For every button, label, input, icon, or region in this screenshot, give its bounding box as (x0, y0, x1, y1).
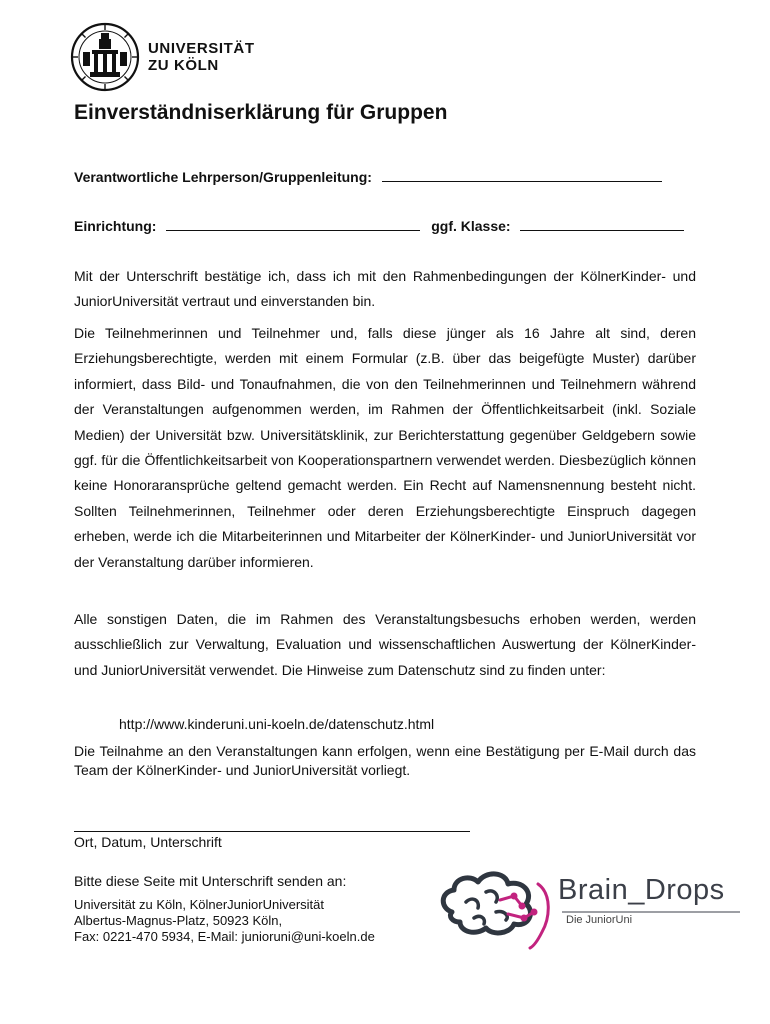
class-field-blank[interactable] (520, 218, 684, 231)
signature-line[interactable] (74, 831, 470, 832)
send-instruction: Bitte diese Seite mit Unterschrift senden an: (74, 873, 347, 889)
paragraph-text: Die Teilnahme an den Veranstaltungen kann erfolgen, wenn eine Bestätigung per E-Mail durch das Team der KölnerKinder- und JuniorUniversität vorliegt. (74, 743, 696, 778)
university-name-line2: ZU KÖLN (148, 57, 219, 74)
consent-paragraph-3 (74, 607, 696, 683)
paragraph-text: Die Teilnehmerinnen und Teilnehmer und, falls diese jünger als 16 Jahre alt sind, deren Erziehungsberechtigte, werden mit einem Formular (z.B. über das beigefügte Muster) darüber informiert, dass Bild- und Tonaufnahmen, die von den Teilnehmerinnen und Teilnehmern während der Veranstaltungen aufgenommen werden, im Rahmen der Öffentlichkeitsarbeit (inkl. Soziale Medien) der Universität bzw. Universitätsklinik, zur Berichterstattung gegenüber Geldgebern sowie ggf. für die Öffentlichkeitsarbeit von Kooperationspartnern verwendet werden. Diesbezüglich können keine Honoraransprüche geltend gemacht werden. Ein Recht auf Namensnennung besteht nicht. Sollten Teilnehmerinnen, Teilnehmer oder deren Erziehungsberechtigte Einspruch dagegen erheben, werde ich die Mitarbeiterinnen und Mitarbeiter der KölnerKinder- und JuniorUniversität vor der Veranstaltung darüber informieren. (74, 325, 696, 570)
privacy-url-link[interactable]: http://www.kinderuni.uni-koeln.de/datenschutz.html (119, 716, 435, 732)
university-seal-icon (70, 22, 140, 92)
brand-subtitle: Die JuniorUni (566, 914, 633, 926)
paragraph-text: Alle sonstigen Daten, die im Rahmen des Veranstaltungsbesuchs erhoben werden, werden ausschließlich zur Verwaltung, Evaluation und wissenschaftlichen Auswertung der KölnerKinder- und JuniorUniversität verwendet. Die Hinweise zum Datenschutz sind zu finden unter: (74, 611, 696, 678)
university-name (148, 40, 255, 74)
address-line: Fax: 0221-470 5934, E-Mail: junioruni@uni-koeln.de (74, 929, 375, 944)
institution-field (74, 218, 684, 234)
address-line: Albertus-Magnus-Platz, 50923 Köln, (74, 913, 283, 928)
consent-paragraph-2 (74, 321, 696, 575)
class-field-label: ggf. Klasse: (431, 218, 511, 234)
consent-paragraph-1 (74, 264, 696, 315)
university-name-line1: UNIVERSITÄT (148, 40, 255, 57)
teacher-field (74, 169, 662, 185)
paragraph-text: Mit der Unterschrift bestätige ich, dass ich mit den Rahmenbedingungen der KölnerKinder- und JuniorUniversität vertraut und einverstanden bin. (74, 268, 696, 310)
institution-field-blank[interactable] (166, 218, 420, 231)
mailing-address (74, 897, 375, 945)
brand-name: Brain_Drops (558, 874, 725, 906)
teacher-field-label: Verantwortliche Lehrperson/Gruppenleitung: (74, 169, 372, 185)
address-line: Universität zu Köln, KölnerJuniorUniversität (74, 897, 324, 912)
document-title: Einverständniserklärung für Gruppen (74, 101, 448, 124)
signature-label: Ort, Datum, Unterschrift (74, 834, 222, 850)
confirmation-paragraph (74, 742, 696, 780)
institution-field-label: Einrichtung: (74, 218, 157, 234)
teacher-field-blank[interactable] (382, 169, 662, 182)
